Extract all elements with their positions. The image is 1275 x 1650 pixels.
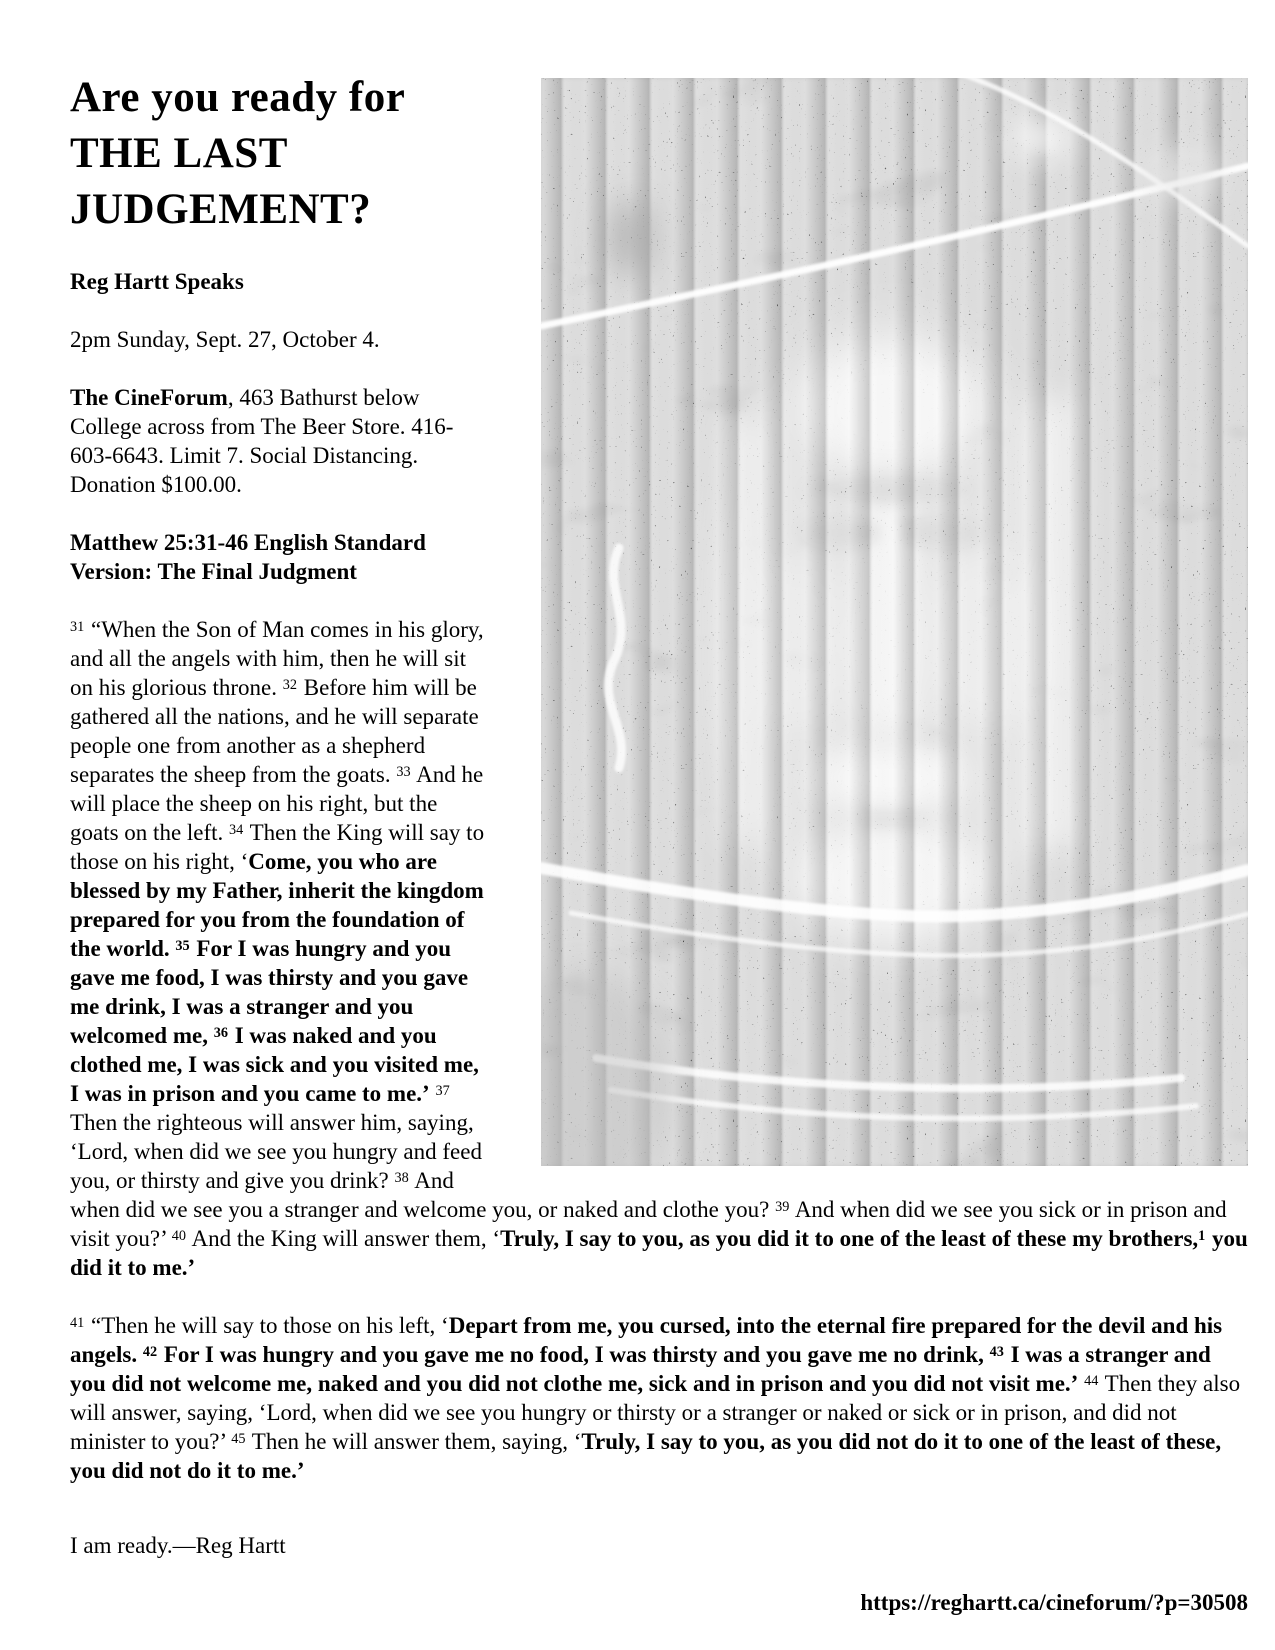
schedule-line: 2pm Sunday, Sept. 27, October 4.: [70, 327, 380, 352]
scripture-paragraph-1: $^{31}$ “When the Son of Man comes in his glory, and all the angels with him, then he will sit on his glorious throne. $^{32}$ Before him will be gathered all the nations, and he will separate people one from another as a shepherd separates the sheep from the goats. $^{33}$ And he will place the sheep on his right, but the goats on the left. $^{34}$ Then the King will say to those on his right, ‘Come, you who are blessed by my Father, inherit the kingdom prepared for you from the foundation of the world. $^{35}$ For I was hungry and you gave me food, I was thirsty and you gave me drink, I was a stranger and you welcomed me, $^{36}$ I was naked and you clothed me, I was sick and you visited me, I was in prison and you came to me.’ $^{37}$ Then the righteous will answer him, saying, ‘Lord, when did we see you hungry and feed you, or thirsty and give you drink? $^{38}$ And when did we see you a stranger and welcome you, or naked and clothe you? $^{39}$ And when did we see you sick or in prison and visit you?’ $^{40}$ And the King will answer them, ‘Truly, I say to you, as you did it to one of the least of these my brothers,$^1$ you did it to me.’: [70, 617, 1248, 1280]
shroud-of-turin-face-image: [541, 78, 1248, 1166]
passage-heading: Matthew 25:31-46 English Standard Version: The Final Judgment: [70, 530, 426, 584]
speaker-line: Reg Hartt Speaks: [70, 269, 244, 294]
footer-url: https://reghartt.ca/cineforum/?p=30508: [860, 1590, 1248, 1615]
scripture-paragraph-2: $^{41}$ “Then he will say to those on his left, ‘Depart from me, you cursed, into the eternal fire prepared for the devil and his angels. $^{42}$ For I was hungry and you gave me no food, I was thirsty and you gave me no drink, $^{43}$ I was a stranger and you did not welcome me, naked and you did not clothe me, sick and in prison and you did not visit me.’ $^{44}$ Then they also will answer, saying, ‘Lord, when did we see you hungry or thirsty or a stranger or naked or sick or in prison, and did not minister to you?’ $^{45}$ Then he will answer them, saying, ‘Truly, I say to you, as you did not do it to one of the least of these, you did not do it to me.’: [70, 1313, 1241, 1483]
venue-line: The CineForum, 463 Bathurst below College across from The Beer Store. 416-603-6643. Limit 7. Social Distancing. Donation $100.00.: [70, 385, 454, 497]
closing-line: I am ready.—Reg Hartt: [70, 1533, 286, 1558]
page-title: Are you ready for THE LAST JUDGEMENT?: [70, 74, 405, 233]
